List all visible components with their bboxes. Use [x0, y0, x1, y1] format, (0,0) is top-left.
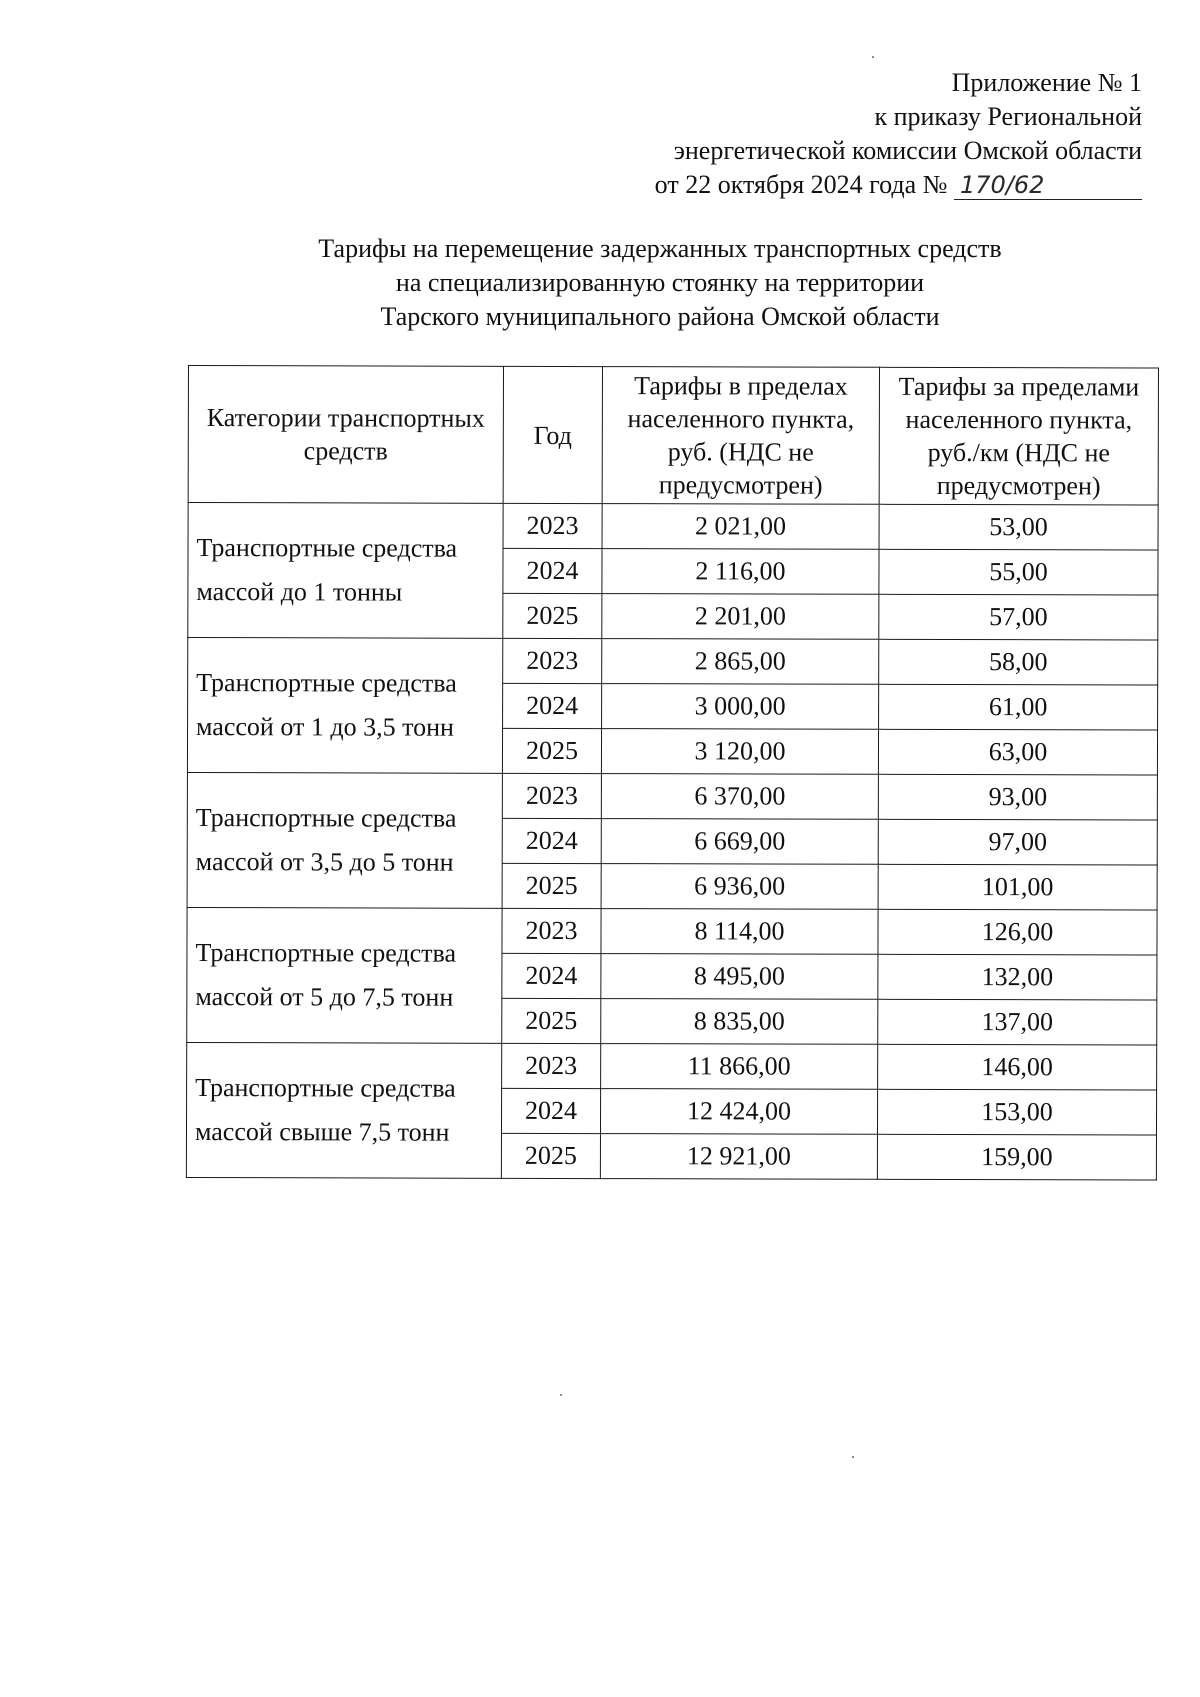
header-tariff-outside: Тарифы за пределами населенного пункта, руб./км (НДС не предусмотрен) — [879, 367, 1158, 505]
table-row — [187, 772, 1157, 820]
year-cell: 2024 — [502, 818, 601, 863]
tariff-within-cell: 2 021,00 — [602, 504, 879, 550]
year-cell: 2025 — [502, 998, 601, 1043]
tariff-within-cell: 2 865,00 — [602, 639, 879, 685]
tariff-table — [186, 365, 1159, 1181]
header-tariff-within: Тарифы в пределах населенного пункта, руб. (НДС не предусмотрен) — [602, 367, 879, 505]
year-cell: 2023 — [503, 503, 602, 548]
table-row — [187, 1042, 1157, 1090]
year-cell: 2024 — [501, 1088, 600, 1133]
title-line-2: на специализированную стоянку на территории — [395, 268, 925, 297]
header-category: Категории транспортных средств — [188, 366, 503, 504]
tariff-within-cell: 3 000,00 — [602, 684, 879, 730]
year-cell: 2023 — [502, 908, 601, 953]
year-cell: 2024 — [503, 683, 602, 728]
title-line-3: Тарского муниципального района Омской области — [380, 302, 940, 331]
year-cell: 2025 — [501, 1133, 600, 1178]
scan-speck — [560, 1394, 562, 1396]
appendix-line-1: Приложение № 1 — [951, 68, 1142, 97]
appendix-line-3: энергетической комиссии Омской области — [673, 136, 1142, 165]
tariff-within-cell: 6 370,00 — [601, 774, 878, 820]
tariff-outside-cell: 61,00 — [879, 684, 1158, 730]
tariff-outside-cell: 93,00 — [878, 774, 1157, 820]
tariff-outside-cell: 63,00 — [878, 729, 1157, 775]
tariff-outside-cell: 153,00 — [877, 1089, 1156, 1135]
year-cell: 2024 — [502, 953, 601, 998]
category-cell: Транспортные средства массой свыше 7,5 тонн — [186, 1042, 501, 1178]
tariff-outside-cell: 101,00 — [878, 864, 1157, 910]
table-row — [188, 638, 1158, 686]
table-body — [186, 503, 1158, 1181]
tariff-outside-cell: 146,00 — [878, 1044, 1157, 1090]
tariff-within-cell: 11 866,00 — [601, 1044, 878, 1090]
scan-speck — [852, 1456, 854, 1458]
tariff-outside-cell: 126,00 — [878, 909, 1157, 955]
tariff-outside-cell: 57,00 — [879, 594, 1158, 640]
tariff-outside-cell: 53,00 — [879, 504, 1158, 550]
tariff-within-cell: 3 120,00 — [601, 729, 878, 775]
tariff-within-cell: 8 114,00 — [601, 909, 878, 955]
table-header-row — [188, 366, 1158, 506]
year-cell: 2023 — [503, 638, 602, 683]
category-cell: Транспортные средства массой до 1 тонны — [188, 503, 503, 639]
year-cell: 2023 — [502, 773, 601, 818]
tariff-outside-cell: 97,00 — [878, 819, 1157, 865]
tariff-within-cell: 6 936,00 — [601, 864, 878, 910]
tariff-outside-cell: 58,00 — [879, 639, 1158, 685]
table-row — [188, 503, 1158, 551]
year-cell: 2025 — [502, 863, 601, 908]
category-cell: Транспортные средства массой от 5 до 7,5 тонн — [187, 907, 502, 1043]
handwritten-order-number: 170/62 — [954, 171, 1142, 200]
table-row — [187, 907, 1157, 955]
tariff-outside-cell: 159,00 — [877, 1134, 1156, 1180]
title-line-1: Тарифы на перемещение задержанных транспортных средств — [318, 234, 1002, 263]
year-cell: 2023 — [502, 1043, 601, 1088]
appendix-header — [655, 66, 1142, 202]
tariff-within-cell: 12 424,00 — [600, 1089, 877, 1135]
year-cell: 2024 — [503, 548, 602, 593]
scan-speck — [872, 56, 874, 58]
appendix-line-4 — [655, 168, 1142, 202]
tariff-within-cell: 6 669,00 — [601, 819, 878, 865]
tariff-within-cell: 12 921,00 — [600, 1134, 877, 1180]
tariff-outside-cell: 55,00 — [879, 549, 1158, 595]
tariff-within-cell: 2 201,00 — [602, 594, 879, 640]
header-year: Год — [503, 366, 602, 503]
tariff-outside-cell: 132,00 — [878, 954, 1157, 1000]
category-cell: Транспортные средства массой от 1 до 3,5 тонн — [187, 638, 502, 774]
year-cell: 2025 — [502, 728, 601, 773]
appendix-date-text: от 22 октября 2024 года № — [654, 170, 948, 199]
document-title — [190, 232, 1130, 334]
tariff-within-cell: 8 495,00 — [601, 954, 878, 1000]
tariff-outside-cell: 137,00 — [878, 999, 1157, 1045]
year-cell: 2025 — [503, 593, 602, 638]
tariff-within-cell: 8 835,00 — [601, 999, 878, 1045]
tariff-within-cell: 2 116,00 — [602, 549, 879, 595]
appendix-line-2: к приказу Региональной — [874, 102, 1142, 131]
category-cell: Транспортные средства массой от 3,5 до 5 тонн — [187, 772, 502, 908]
